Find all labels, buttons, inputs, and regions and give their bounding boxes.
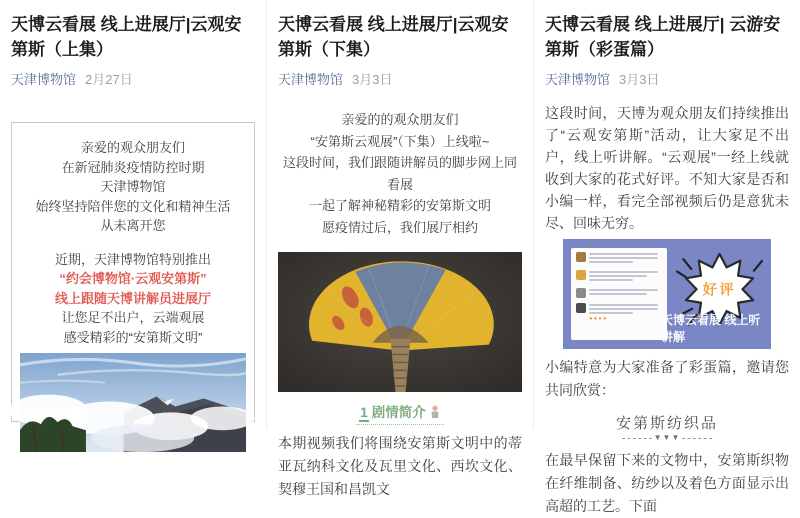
article-meta	[278, 71, 522, 88]
body-line: 在新冠肺炎疫情防控时期	[61, 159, 205, 175]
body-line: 亲爱的的观众朋友们	[341, 112, 459, 127]
article-title[interactable]: 天博云看展 线上进展厅|云观安第斯（下集）	[278, 15, 509, 59]
body-line: 让您足不出户，云端观展	[61, 310, 205, 325]
intro-lines	[278, 109, 522, 238]
body-line: 始终坚持陪伴您的文化和精神生活	[35, 198, 231, 214]
article-title[interactable]: 天博云看展 线上进展厅|云观安第斯（上集）	[11, 15, 242, 59]
highlight-line: “约会博物馆·云观安第斯”	[59, 271, 207, 286]
comment-row	[576, 303, 662, 322]
comment-row	[576, 252, 662, 265]
author-link[interactable]: 天津博物馆	[278, 72, 344, 87]
avatar	[576, 288, 586, 298]
subheading-decoration	[545, 434, 789, 442]
thumbs-up-emoji-row: ●●●●	[589, 316, 608, 322]
article-meta	[11, 71, 255, 88]
mascot-icon	[429, 405, 441, 419]
synopsis-paragraph: 本期视频我们将围绕安第斯文明中的蒂亚瓦纳科文化及瓦里文化、西坎文化、契穆王国和昌凯文	[278, 435, 522, 497]
article-meta	[545, 71, 789, 88]
section-label: 剧情简介	[371, 405, 426, 420]
publish-date: 3月3日	[619, 72, 660, 87]
body-paragraph: 这段时间，天博为观众朋友们持续推出了“云观安第斯”活动，让大家足不出户，线上听讲解。“云观展”一经上线就收到大家的花式好评。不知大家是否和小编一样，看完全部视频后仍是意犹未尽、回味无穷。	[545, 105, 789, 231]
reader-reviews-collage[interactable]	[563, 239, 771, 349]
avatar	[576, 252, 586, 262]
avatar	[576, 303, 586, 313]
article-column-3	[533, 0, 800, 514]
article-column-2	[266, 0, 533, 497]
triangle-marks: ▼▼▼	[653, 433, 681, 442]
highlight-line: 线上跟随天博讲解员进展厅	[54, 290, 211, 306]
body-paragraph: 在最早保留下来的文物中，安第斯织物在纤维制备、纺纱以及着色方面显示出高超的工艺。下面	[545, 452, 789, 514]
andes-mountains-photo[interactable]	[20, 353, 246, 452]
publish-date: 2月27日	[85, 72, 133, 87]
review-image-caption: 天博云看展 线上听讲解	[661, 313, 761, 344]
comment-row	[576, 288, 662, 298]
comments-screenshot-panel	[571, 248, 667, 340]
author-link[interactable]: 天津博物馆	[11, 72, 77, 87]
praise-burst-label: 好评	[702, 281, 737, 298]
feather-fan-photo[interactable]	[278, 252, 522, 392]
author-link[interactable]: 天津博物馆	[545, 72, 611, 87]
avatar	[576, 270, 586, 280]
article-title[interactable]: 天博云看展 线上进展厅| 云游安第斯（彩蛋篇）	[545, 15, 781, 59]
section-heading	[278, 401, 522, 425]
publish-date: 3月3日	[352, 72, 393, 87]
body-line: 天津博物馆	[100, 179, 166, 194]
framed-content-box	[11, 122, 255, 422]
body-line: “安第斯云观展”（下集）上线啦~	[310, 133, 490, 149]
article-column-1	[0, 0, 266, 429]
comment-row	[576, 270, 662, 283]
body-line: 从未离开您	[100, 218, 166, 233]
body-line: 愿疫情过后，我们展厅相约	[321, 219, 478, 235]
section-number: 1	[360, 405, 368, 420]
body-line: 一起了解神秘精彩的安第斯文明	[308, 198, 491, 213]
subheading-text: 安第斯纺织品	[615, 415, 718, 432]
body-line: 感受精彩的“安第斯文明”	[63, 329, 203, 345]
decorated-subheading	[545, 412, 789, 442]
body-paragraph: 小编特意为大家准备了彩蛋篇，邀请您共同欣赏：	[545, 359, 789, 398]
body-line: 近期，天津博物馆特别推出	[54, 251, 211, 267]
body-line: 这段时间，我们跟随讲解员的脚步网上同看展	[282, 155, 517, 192]
body-line: 亲爱的观众朋友们	[80, 140, 185, 155]
